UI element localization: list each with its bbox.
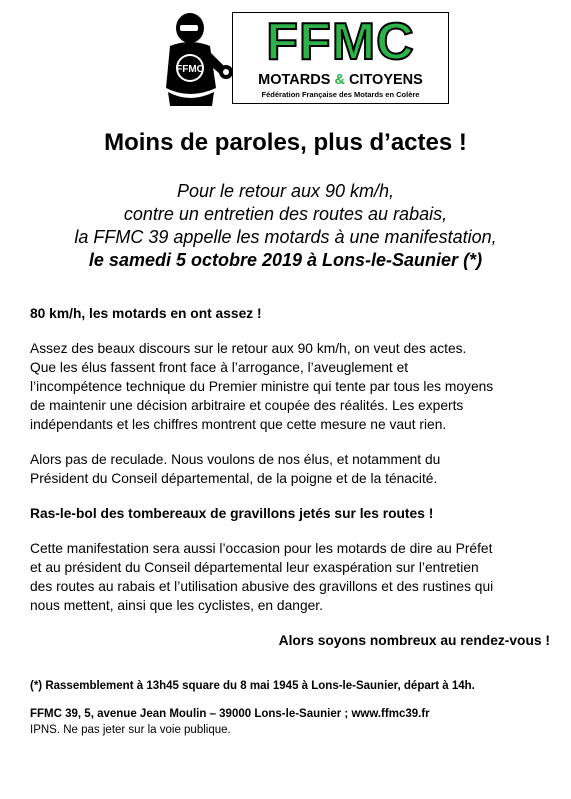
intro-line-4: le samedi 5 octobre 2019 à Lons-le-Saunier (*)	[88, 250, 483, 270]
page-title: Moins de paroles, plus d’actes !	[104, 129, 467, 156]
logo-tagline: MOTARDS & CITOYENS	[258, 72, 423, 88]
motorcyclist-icon	[150, 8, 240, 108]
section-heading-1: 80 km/h, les motards en ont assez !	[30, 306, 262, 321]
paragraph-2: Alors pas de reculade. Nous voulons de nos élus, et notamment du Président du Conseil départemental, de la poigne et de la ténacité.	[30, 452, 441, 486]
paragraph-3: Cette manifestation sera aussi l’occasion pour les motards de dire au Préfet et au président du Conseil départemental leur exaspération sur l’entretien des routes au rabais et l’utilisation abusive des gravillons et des rustines qui nous mettent, ainsi que les cyclistes, en danger.	[30, 541, 494, 613]
address-line: FFMC 39, 5, avenue Jean Moulin – 39000 Lons-le-Saunier ; www.ffmc39.fr	[30, 708, 430, 720]
logo-federation: Fédération Française des Motards en Colère	[261, 90, 420, 99]
intro-line-2: contre un entretien des routes au rabais,	[123, 204, 448, 224]
main-text	[30, 304, 550, 738]
intro-line-1: Pour le retour aux 90 km/h,	[176, 181, 395, 201]
intro-block	[0, 180, 571, 272]
intro-line-3: la FFMC 39 appelle les motards à une manifestation,	[74, 227, 497, 247]
ipns-notice: IPNS. Ne pas jeter sur la voie publique.	[30, 724, 231, 736]
header-logos	[0, 0, 571, 120]
ffmc-logo	[232, 12, 449, 104]
footnote: (*) Rassemblement à 13h45 square du 8 mai 1945 à Lons-le-Saunier, départ à 14h.	[30, 680, 475, 692]
section-heading-2: Ras-le-bol des tombereaux de gravillons jetés sur les routes !	[30, 506, 434, 521]
paragraph-1: Assez des beaux discours sur le retour aux 90 km/h, on veut des actes. Que les élus fassent front face à l’arrogance, l’aveuglement et l’incompétence technique du Premier ministre qui tente par tous les moyens de maintenir une décision arbitraire et coupée des réalités. Les experts indépendants et les chiffres montrent que cette mesure ne vaut rien.	[30, 341, 494, 432]
closing-line: Alors soyons nombreux au rendez-vous !	[278, 633, 550, 648]
rider-badge-text: FFMC	[176, 64, 204, 75]
logo-wordmark: FFMC	[266, 13, 415, 71]
